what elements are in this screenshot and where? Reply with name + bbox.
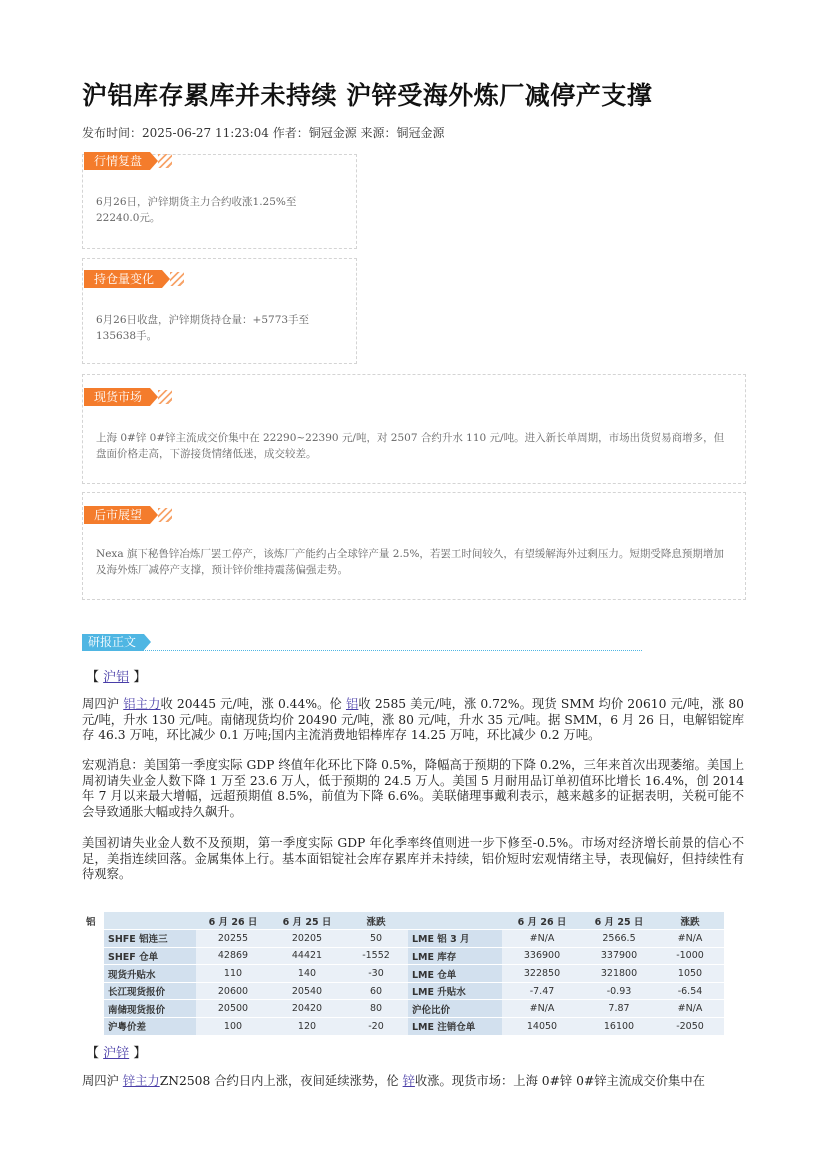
table-cell: -1552 xyxy=(344,947,408,965)
table-header-cell: 6 月 25 日 xyxy=(582,912,656,930)
table-row-label: LME 升贴水 xyxy=(408,982,502,1000)
table-cell: -30 xyxy=(344,965,408,983)
lme-zinc-link[interactable]: 锌 xyxy=(402,1074,415,1088)
table-cell: #N/A xyxy=(502,1000,582,1018)
table-cell: -1000 xyxy=(656,947,724,965)
spot-market-text: 上海 0#锌 0#锌主流成交价集中在 22290~22390 元/吨，对 2507 合约升水 110 元/吨。进入新长单周期，市场出货贸易商增多，但盘面价格走高，下游接货情绪低迷，成交较差。 xyxy=(96,432,725,460)
table-header-cell: 6 月 26 日 xyxy=(196,912,270,930)
table-cell: 2566.5 xyxy=(582,930,656,948)
spot-market-tag: 现货市场 xyxy=(84,388,150,406)
table-header-cell: 涨跌 xyxy=(344,912,408,930)
lme-aluminum-link[interactable]: 铝 xyxy=(345,697,359,711)
stripe-decoration xyxy=(158,390,172,404)
table-row-label: 沪粤价差 xyxy=(104,1018,196,1036)
zinc-section-heading: 【 沪锌 】 xyxy=(86,1046,147,1061)
table-cell: 20500 xyxy=(196,1000,270,1018)
table-cell: 16100 xyxy=(582,1018,656,1036)
table-cell: 20205 xyxy=(270,930,344,948)
table-row-label: SHEF 仓单 xyxy=(104,947,196,965)
table-row xyxy=(82,930,724,948)
table-row-label: 南储现货报价 xyxy=(104,1000,196,1018)
aluminum-link[interactable]: 沪铝 xyxy=(103,670,130,685)
table-header-cell xyxy=(104,912,196,930)
table-header-cell: 涨跌 xyxy=(656,912,724,930)
open-interest-text: 6月26日收盘，沪锌期货持仓量：+5773手至135638手。 xyxy=(96,314,310,342)
table-header-cell xyxy=(408,912,502,930)
table-cell: -2050 xyxy=(656,1018,724,1036)
stripe-decoration xyxy=(158,154,172,168)
table-cell: #N/A xyxy=(656,930,724,948)
table-cell: 321800 xyxy=(582,965,656,983)
table-cell: 110 xyxy=(196,965,270,983)
table-cell: 140 xyxy=(270,965,344,983)
table-header-row xyxy=(82,912,724,930)
table-row-label: 长江现货报价 xyxy=(104,982,196,1000)
table-row-label: SHFE 铝连三 xyxy=(104,930,196,948)
table-cell: -20 xyxy=(344,1018,408,1036)
aluminum-data-table xyxy=(82,912,724,1036)
table-row xyxy=(82,1000,724,1018)
market-review-tag: 行情复盘 xyxy=(84,152,150,170)
table-header-cell: 6 月 25 日 xyxy=(270,912,344,930)
table-spacer-cell xyxy=(82,982,104,1000)
table-row xyxy=(82,947,724,965)
aluminum-section-heading: 【 沪铝 】 xyxy=(86,670,147,685)
table-cell: 7.87 xyxy=(582,1000,656,1018)
table-header-cell: 6 月 26 日 xyxy=(502,912,582,930)
table-cell: -7.47 xyxy=(502,982,582,1000)
market-review-text: 6月26日，沪锌期货主力合约收涨1.25%至22240.0元。 xyxy=(96,196,297,224)
table-cell: #N/A xyxy=(656,1000,724,1018)
outlook-text: Nexa 旗下秘鲁锌冶炼厂罢工停产，该炼厂产能约占全球锌产量 2.5%，若罢工时间较久，有望缓解海外过剩压力。短期受降息预期增加及海外炼厂减停产支撑，预计锌价维持震荡偏强走势。 xyxy=(96,548,724,576)
table-cell: #N/A xyxy=(502,930,582,948)
research-tag: 研报正文 xyxy=(82,634,144,651)
table-spacer-cell xyxy=(82,947,104,965)
table-row-label: 沪伦比价 xyxy=(408,1000,502,1018)
table-cell: 20540 xyxy=(270,982,344,1000)
table-row-label: 现货升贴水 xyxy=(104,965,196,983)
table-spacer-cell xyxy=(82,1000,104,1018)
table-spacer-cell xyxy=(82,965,104,983)
table-cell: 80 xyxy=(344,1000,408,1018)
table-corner-label: 铝 xyxy=(82,912,104,930)
table-spacer-cell xyxy=(82,1018,104,1036)
stripe-decoration xyxy=(170,272,184,286)
table-cell: 60 xyxy=(344,982,408,1000)
table-cell: 100 xyxy=(196,1018,270,1036)
aluminum-paragraph-1: 周四沪 铝主力收 20445 元/吨，涨 0.44%。伦 铝收 2585 美元/吨，涨 0.72%。现货 SMM 均价 20610 元/吨，涨 80 元/吨，升水 130 元/吨。南储现货均价 20490 元/吨，涨 80 元/吨，升水 35 元/吨。据 SMM，6 月 26 日，电解铝锭库存 46.3 万吨，环比减少 0.1 万吨;国内主流消费地铝棒库存 14.25 万吨，环比减少 0.2 万吨。 xyxy=(82,697,744,742)
article-title: 沪铝库存累库并未持续 沪锌受海外炼厂减停产支撑 xyxy=(82,81,653,110)
zinc-link[interactable]: 沪锌 xyxy=(103,1046,130,1061)
table-cell: -0.93 xyxy=(582,982,656,1000)
table-cell: 120 xyxy=(270,1018,344,1036)
aluminum-main-contract-link[interactable]: 铝主力 xyxy=(123,697,161,711)
table-row-label: LME 铝 3 月 xyxy=(408,930,502,948)
table-cell: 322850 xyxy=(502,965,582,983)
table-cell: 20600 xyxy=(196,982,270,1000)
research-divider xyxy=(82,650,642,651)
table-cell: 337900 xyxy=(582,947,656,965)
aluminum-paragraph-2: 宏观消息：美国第一季度实际 GDP 终值年化环比下降 0.5%，降幅高于预期的下降 0.2%，三年来首次出现萎缩。美国上周初请失业金人数下降 1 万至 23.6 万人，低于预期的 24.5 万人。美国 5 月耐用品订单初值环比增长 16.4%，创 2014 年 7 月以来最大增幅，远超预期值 8.5%，前值为下降 6.6%。美联储理事戴利表示，越来越多的证据表明，关税可能不会导致通胀大幅或持久飙升。 xyxy=(82,758,744,819)
aluminum-paragraph-3: 美国初请失业金人数不及预期，第一季度实际 GDP 年化季率终值则进一步下修至-0.5%。市场对经济增长前景的信心不足，美指连续回落。金属集体上行。基本面铝锭社会库存累库并未持续，铝价短时宏观情绪主导，表现偏好，但持续性有待观察。 xyxy=(82,836,744,881)
table-cell: 20420 xyxy=(270,1000,344,1018)
table-row-label: LME 库存 xyxy=(408,947,502,965)
table-cell: 336900 xyxy=(502,947,582,965)
stripe-decoration xyxy=(158,508,172,522)
open-interest-tag: 持仓量变化 xyxy=(84,270,162,288)
table-row xyxy=(82,982,724,1000)
table-cell: 50 xyxy=(344,930,408,948)
table-cell: 44421 xyxy=(270,947,344,965)
table-cell: 14050 xyxy=(502,1018,582,1036)
table-row xyxy=(82,1018,724,1036)
zinc-paragraph-1: 周四沪 锌主力ZN2508 合约日内上涨，夜间延续涨势，伦 锌收涨。现货市场：上海 0#锌 0#锌主流成交价集中在 xyxy=(82,1074,705,1088)
table-cell: -6.54 xyxy=(656,982,724,1000)
zinc-main-contract-link[interactable]: 锌主力 xyxy=(122,1074,160,1088)
outlook-tag: 后市展望 xyxy=(84,506,150,524)
table-row-label: LME 注销仓单 xyxy=(408,1018,502,1036)
article-meta: 发布时间：2025-06-27 11:23:04 作者：铜冠金源 来源：铜冠金源 xyxy=(82,126,445,140)
table-cell: 20255 xyxy=(196,930,270,948)
table-spacer-cell xyxy=(82,930,104,948)
table-row xyxy=(82,965,724,983)
table-row-label: LME 仓单 xyxy=(408,965,502,983)
spot-market-box xyxy=(82,374,746,484)
table-cell: 42869 xyxy=(196,947,270,965)
table-cell: 1050 xyxy=(656,965,724,983)
